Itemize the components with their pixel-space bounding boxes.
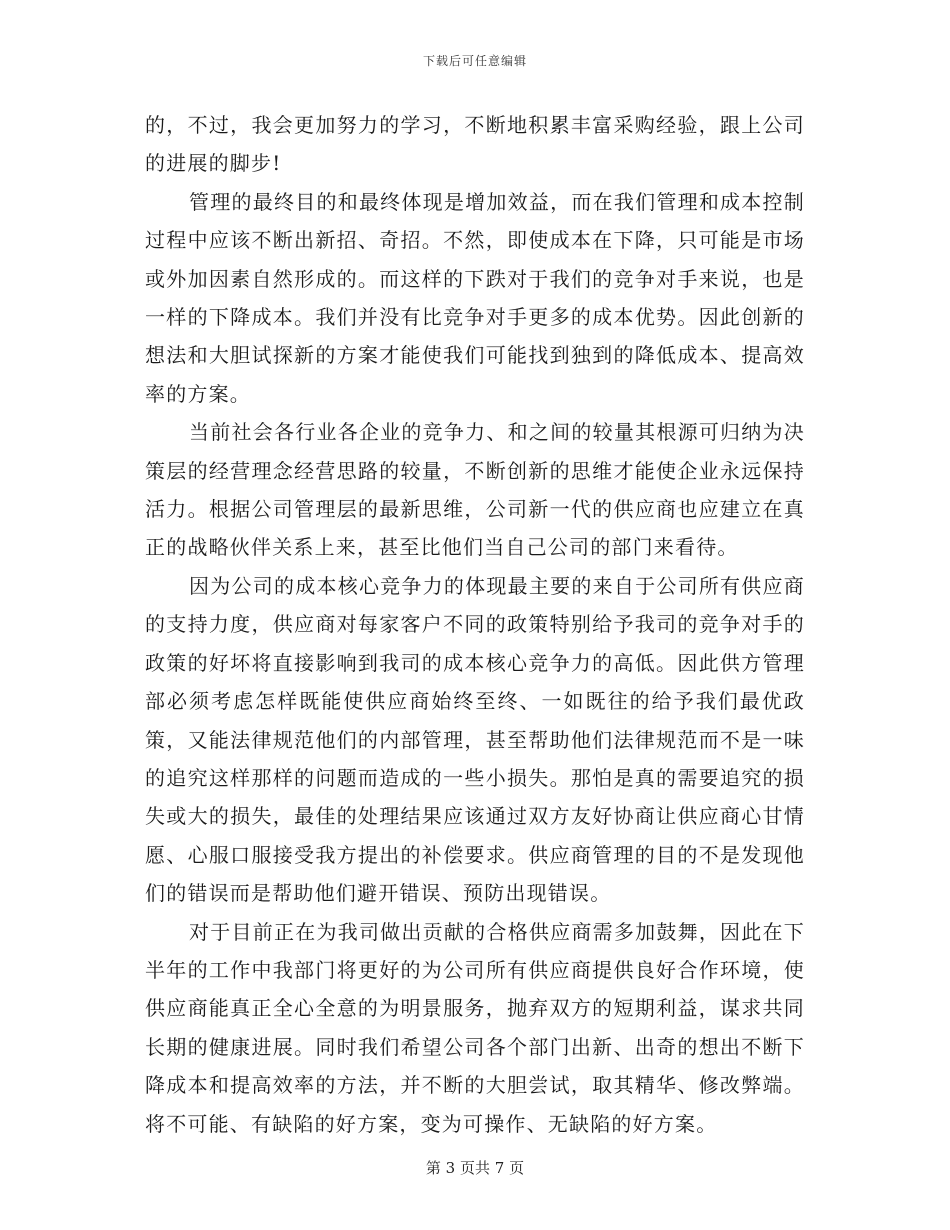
document-body <box>145 106 805 1143</box>
page-header: 下载后可任意编辑 <box>422 54 527 68</box>
paragraph-1: 的，不过，我会更加努力的学习，不断地积累丰富采购经验，跟上公司的进展的脚步! <box>145 113 805 176</box>
page-number: 第 3 页共 7 页 <box>425 1159 525 1177</box>
paragraph-3: 当前社会各行业各企业的竞争力、和之间的较量其根源可归纳为决策层的经营理念经营思路的较量，不断创新的思维才能使企业永远保持活力。根据公司管理层的最新思维，公司新一代的供应商也应建立在真正的战略伙伴关系上来，甚至比他们当自己公司的部门来看待。 <box>145 420 805 560</box>
paragraph-2: 管理的最终目的和最终体现是增加效益，而在我们管理和成本控制过程中应该不断出新招、奇招。不然，即使成本在下降，只可能是市场或外加因素自然形成的。而这样的下跌对于我们的竞争对手来说，也是一样的下降成本。我们并没有比竞争对手更多的成本优势。因此创新的想法和大胆试探新的方案才能使我们可能找到独到的降低成本、提高效率的方案。 <box>145 189 805 406</box>
paragraph-4: 因为公司的成本核心竞争力的体现最主要的来自于公司所有供应商的支持力度，供应商对每家客户不同的政策特别给予我司的竞争对手的政策的好坏将直接影响到我司的成本核心竞争力的高低。因此供方管理部必须考虑怎样既能使供应商始终至终、一如既往的给予我们最优政策，又能法律规范他们的内部管理，甚至帮助他们法律规范而不是一味的追究这样那样的问题而造成的一些小损失。那怕是真的需要追究的损失或大的损失，最佳的处理结果应该通过双方友好协商让供应商心甘情愿、心服口服接受我方提出的补偿要求。供应商管理的目的不是发现他们的错误而是帮助他们避开错误、预防出现错误。 <box>145 573 805 906</box>
paragraph-5: 对于目前正在为我司做出贡献的合格供应商需多加鼓舞，因此在下半年的工作中我部门将更好的为公司所有供应商提供良好合作环境，使供应商能真正全心全意的为明景服务，抛弃双方的短期利益，谋求共同长期的健康进展。同时我们希望公司各个部门出新、出奇的想出不断下降成本和提高效率的方法，并不断的大胆尝试，取其精华、修改弊端。将不可能、有缺陷的好方案，变为可操作、无缺陷的好方案。 <box>145 919 805 1136</box>
